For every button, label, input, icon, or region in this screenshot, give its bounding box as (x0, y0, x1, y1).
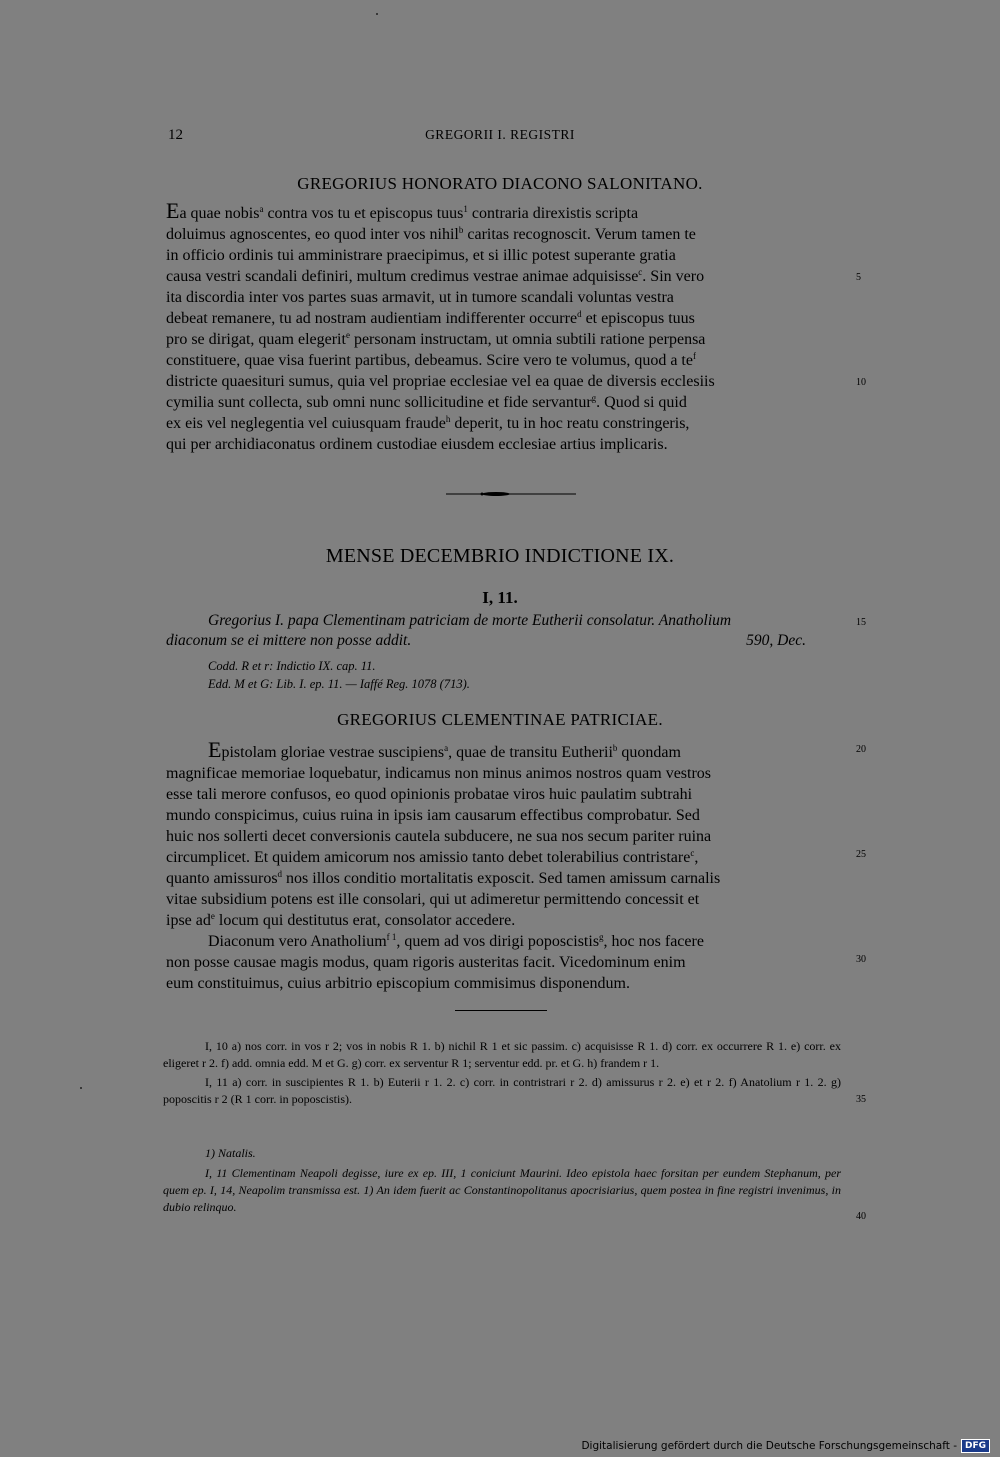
footnote-separator (455, 1010, 547, 1011)
margin-line-number: 25 (856, 849, 866, 860)
dfg-logo: DFG (961, 1439, 990, 1453)
margin-line-number: 20 (856, 744, 866, 755)
scan-speck (80, 1087, 82, 1089)
summary-line: diaconum se ei mittere non posse addit. (166, 632, 412, 649)
letter1-line: debeat remanere, tu ad nostram audientiam indifferenter occurre$^d$ et episcopus tuus (166, 309, 695, 327)
editions-line: Edd. M et G: Lib. I. ep. 11. — Iaffé Reg. 1078 (713). (208, 677, 470, 691)
letter2-line: mundo conspicimus, cuius ruina in ipsis iam causarum effectibus comprobatur. Sed (166, 807, 700, 824)
summary-line: Gregorius I. papa Clementinam patriciam de morte Eutherii consolatur. Anatholium (208, 612, 732, 629)
ornament-divider (446, 488, 576, 500)
margin-line-number: 40 (856, 1211, 866, 1222)
letter2-line: circumplicet. Et quidem amicorum nos amissio tanto debet tolerabilius contristare$^c$, (166, 848, 699, 866)
codices-line: Codd. R et r: Indictio IX. cap. 11. (208, 659, 376, 673)
letter1-line: pro se dirigat, quam elegerit$^e$ personam instructam, ut omnia subtili ratione perpensa (166, 330, 706, 348)
letter2-line: non posse causae magis modus, quam rigoris austeritas facit. Vicedominum enim (166, 954, 686, 971)
note-entry: I, 11 Clementinam Neapoli degisse, iure ex ep. III, 1 coniciunt Maurini. Ideo epistola haec forsitan per eundem Stephanum, per quem ep. I, 14, Neapolim transmissa est. 1) An idem fuerit ac Constantinopolitanus apocrisiarius, quem postea in fine registri invenimus, in dubio relinquo. (163, 1166, 841, 1214)
page-number: 12 (168, 127, 183, 143)
digitization-footer (581, 1439, 990, 1453)
letter2-line: vitae subsidium potens est ille consolari, qui ut adimeretur permittendo concessit et (166, 891, 700, 908)
scan-speck (376, 13, 378, 15)
letter2-line: huic nos sollerti decet conversionis cautela subducere, ne sua nos secum pariter ruina (166, 828, 712, 845)
letter1-line: constituere, quae visa fuerint partibus, debeamus. Scire vero te volumus, quod a $te^f$ (166, 351, 696, 369)
letter1-line: cymilia sunt collecta, sub omni nunc sollicitudine et fide servantur$^g$. Quod si quid (166, 393, 687, 411)
notes (163, 1145, 841, 1216)
letter1-body (166, 198, 842, 455)
letter1-line: doluimus agnoscentes, eo quod inter vos nihil$^b$ caritas recognoscit. Verum tamen te (166, 225, 696, 243)
letter1-line: Ea quae nobis$^a$ contra vos tu et episcopus tuus$^1$ contraria direxistis scripta (166, 198, 639, 223)
letter2-line: magnificae memoriae loquebatur, indicamus non minus animos nostros quam vestros (166, 765, 712, 782)
letter1-line: in officio ordinis tui amministrare praecipimus, et si illic potest superante gratia (166, 247, 676, 264)
critical-apparatus (163, 1038, 841, 1108)
letter2-line: eum constituimus, cuius arbitrio episcopium commisimus disponendum. (166, 975, 630, 992)
letter1-heading: GREGORIUS HONORATO DIACONO SALONITANO. (297, 174, 703, 193)
letter1-line: districte quaesituri sumus, quia vel propriae ecclesiae vel ea quae de diversis ecclesiis (166, 373, 715, 390)
summary-date: 590, Dec. (746, 632, 806, 649)
apparatus-entry: I, 11 a) corr. in suscipientes R 1. b) Euterii r 1. 2. c) corr. in contristrari r 2. d) amissurus r 2. e) et r 2. f) Anatolium r 1. 2. g) poposcitis r 2 (R 1 corr. in poposcistis). (163, 1075, 841, 1106)
running-title: GREGORII I. REGISTRI (425, 127, 575, 142)
footer-text: Digitalisierung gefördert durch die Deutsche Forschungsgemeinschaft - (581, 1440, 957, 1452)
note-entry: 1) Natalis. (205, 1146, 256, 1160)
letter1-line: ex eis vel neglegentia vel cuiusquam fraude$^h$ deperit, tu in hoc reatu constringeris, (166, 414, 690, 432)
margin-line-number: 30 (856, 954, 866, 965)
apparatus-entry: I, 10 a) nos corr. in vos r 2; vos in nobis R 1. b) nichil R 1 et sic passim. c) acquisisse R 1. d) corr. ex occurrere R 1. e) corr. ex eligeret r 2. f) add. omnia edd. M et G. g) corr. ex serventur R 1; serventur edd. pr. et G. h) frandem r 1. (163, 1039, 841, 1070)
letter1-line: qui per archidiaconatus ordinem custodiae eiusdem ecclesiae artius implicaris. (166, 436, 668, 453)
letter2-line: Diaconum vero Anatholium$^{f 1}$, quem ad vos dirigi poposcistis$^g$, hoc nos facere (208, 932, 704, 950)
document-number: I, 11. (482, 588, 518, 607)
letter2-line: quanto amissuros$^d$ nos illos conditio mortalitatis exposcit. Sed tamen amissum carnalis (166, 869, 721, 887)
section-title: MENSE DECEMBRIO INDICTIONE IX. (325, 545, 675, 567)
letter2-line: Epistolam gloriae vestrae suscipiens$^a$, quae de transitu Eutherii$^b$ quondam (208, 737, 681, 762)
margin-line-number: 10 (856, 377, 866, 388)
letter1-line: ita discordia inter vos partes suas armavit, ut in tumore scandali voluntas vestra (166, 289, 674, 306)
margin-line-number: 35 (856, 1094, 866, 1105)
letter2-heading: GREGORIUS CLEMENTINAE PATRICIAE. (337, 710, 663, 729)
letter1-line: causa vestri scandali definiri, multum credimus vestrae animae adquisisse$^c$. Sin vero (166, 267, 705, 285)
summary (166, 611, 842, 651)
letter2-body (166, 737, 842, 994)
margin-line-number: 5 (856, 272, 861, 283)
letter2-line: esse tali merore confusos, eo quod opinionis probatae viros huic paulatim subtrahi (166, 786, 693, 803)
letter2-line: ipse $ad^e$ locum qui destitutus erat, consolator accedere. (166, 911, 516, 929)
margin-line-number: 15 (856, 617, 866, 628)
